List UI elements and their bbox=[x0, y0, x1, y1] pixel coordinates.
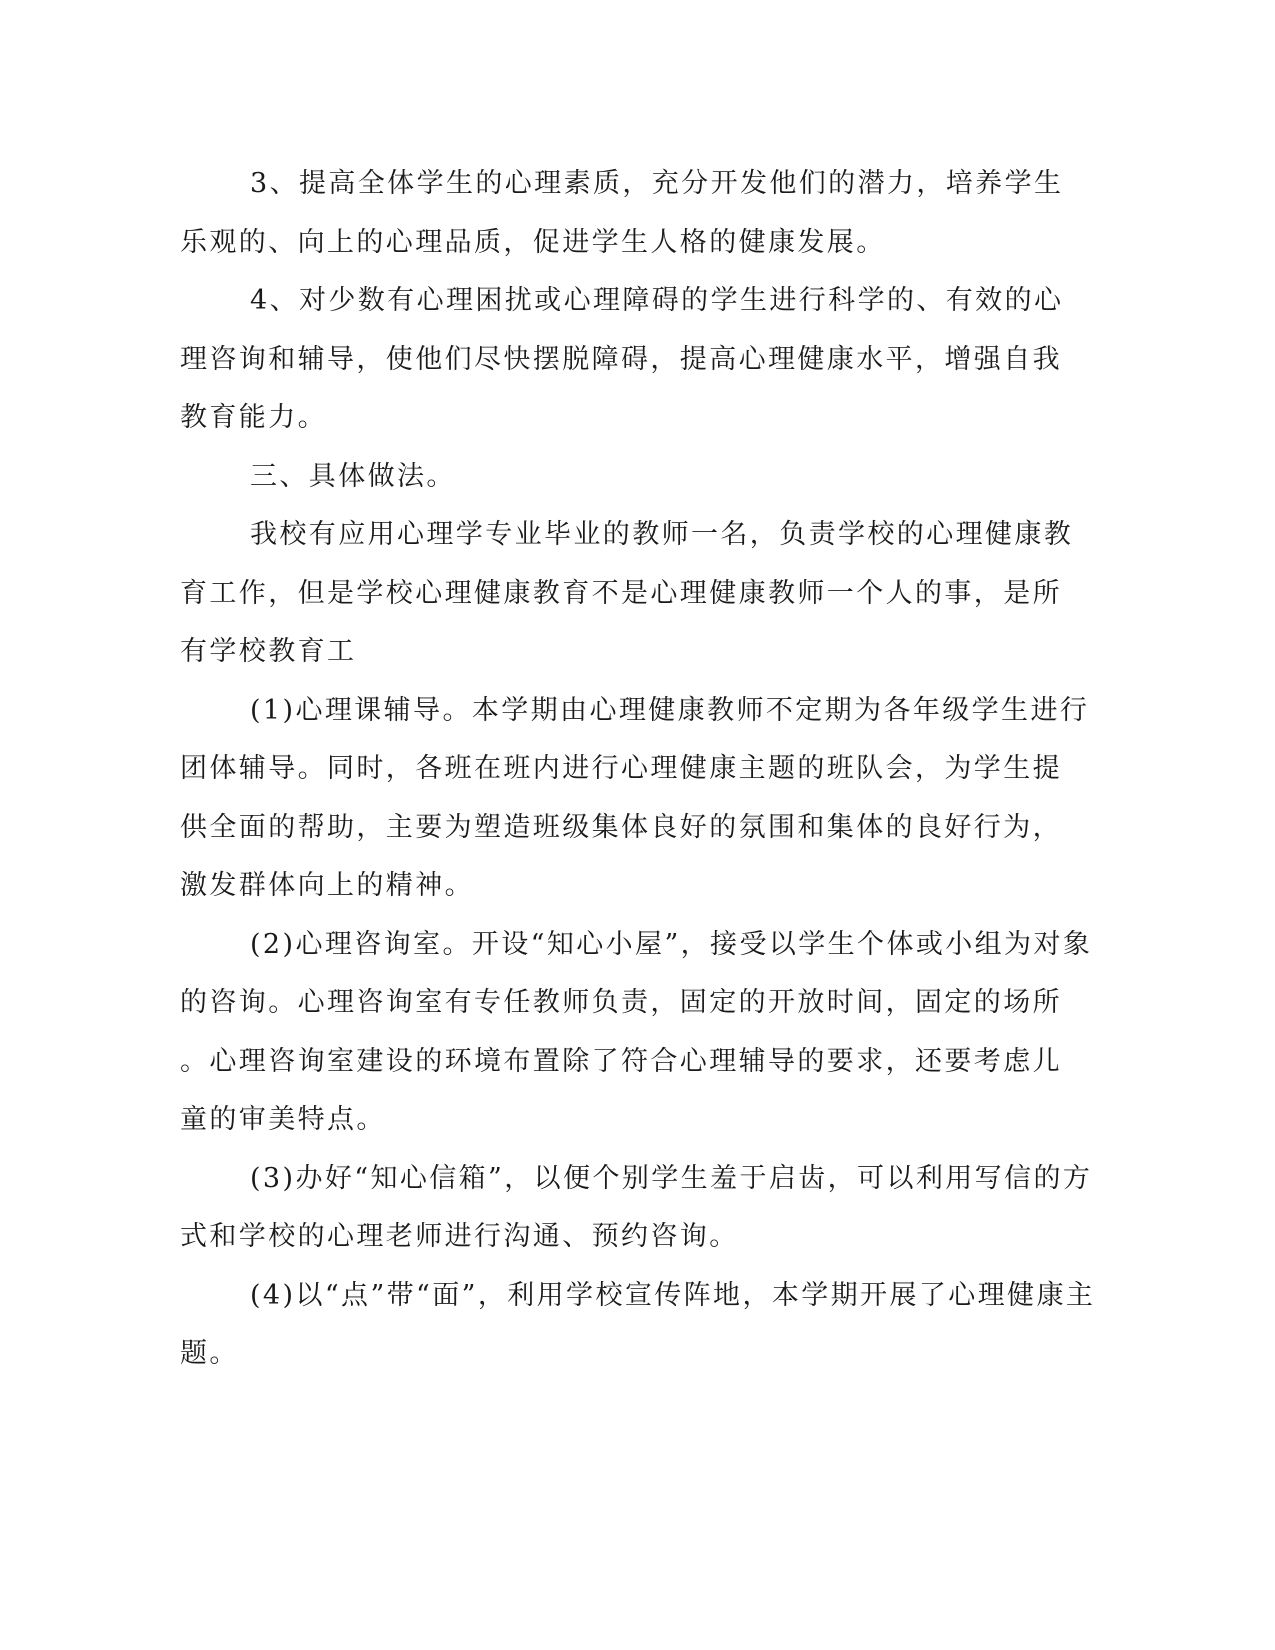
paragraph-goal-4 bbox=[180, 272, 1064, 448]
text-line: 3、提高全体学生的心理素质，充分开发他们的潜力，培养学生 bbox=[250, 168, 1064, 199]
text-line: (2)心理咨询室。开设“知心小屋”，接受以学生个体或小组为对象 bbox=[250, 928, 1093, 960]
text-line: 教育能力。 bbox=[180, 402, 327, 433]
text-line: 童的审美特点。 bbox=[180, 1104, 386, 1135]
document-body bbox=[180, 155, 1096, 1384]
text-line: 育工作，但是学校心理健康教育不是心理健康教师一个人的事，是所 bbox=[180, 577, 1062, 609]
text-line: 三、具体做法。 bbox=[250, 460, 456, 492]
section-heading bbox=[180, 448, 1030, 507]
text-line: 式和学校的心理老师进行沟通、预约咨询。 bbox=[180, 1221, 739, 1252]
text-line: 理咨询和辅导，使他们尽快摆脱障碍，提高心理健康水平，增强自我 bbox=[180, 343, 1062, 375]
text-line: (3)办好“知心信箱”，以便个别学生羞于启齿，可以利用写信的方 bbox=[250, 1162, 1093, 1194]
text-line: 。心理咨询室建设的环境布置除了符合心理辅导的要求，还要考虑儿 bbox=[180, 1045, 1062, 1077]
text-line: 团体辅导。同时，各班在班内进行心理健康主题的班队会，为学生提 bbox=[180, 753, 1062, 784]
paragraph-item-1 bbox=[180, 682, 1090, 916]
text-line: 激发群体向上的精神。 bbox=[180, 870, 474, 901]
text-line: (4)以“点”带“面”，利用学校宣传阵地，本学期开展了心理健康主 bbox=[250, 1279, 1096, 1311]
text-line: 的咨询。心理咨询室有专任教师负责，固定的开放时间，固定的场所 bbox=[180, 987, 1062, 1018]
text-line: 4、对少数有心理困扰或心理障碍的学生进行科学的、有效的心 bbox=[250, 285, 1064, 316]
paragraph-intro bbox=[180, 506, 1074, 682]
text-line: 乐观的、向上的心理品质，促进学生人格的健康发展。 bbox=[180, 226, 886, 258]
text-line: 我校有应用心理学专业毕业的教师一名，负责学校的心理健康教 bbox=[250, 519, 1074, 550]
text-line: 有学校教育工 bbox=[180, 636, 357, 667]
paragraph-item-2 bbox=[180, 916, 1093, 1150]
paragraph-goal-3 bbox=[180, 155, 1064, 272]
paragraph-item-4 bbox=[180, 1267, 1096, 1384]
text-line: 题。 bbox=[180, 1338, 239, 1369]
text-line: 供全面的帮助，主要为塑造班级集体良好的氛围和集体的良好行为， bbox=[180, 811, 1062, 843]
paragraph-item-3 bbox=[180, 1150, 1093, 1267]
text-line: (1)心理课辅导。本学期由心理健康教师不定期为各年级学生进行 bbox=[250, 694, 1090, 726]
